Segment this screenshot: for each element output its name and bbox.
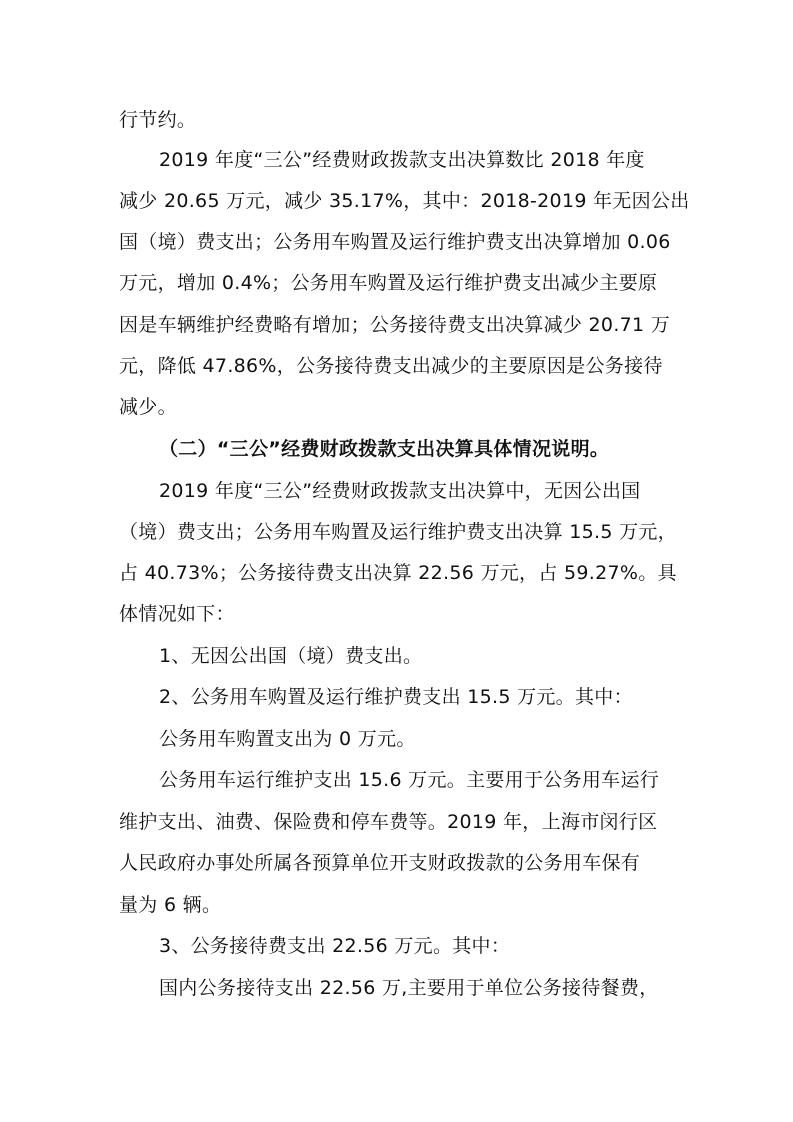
body-text-line: 减少。 bbox=[119, 396, 177, 418]
body-text-line: 公务用车购置支出为 0 万元。 bbox=[159, 728, 416, 750]
body-text-line: 人民政府办事处所属各预算单位开支财政拨款的公务用车保有 bbox=[119, 852, 641, 874]
body-text-line: 量为 6 辆。 bbox=[119, 894, 222, 916]
body-text-line: 2019 年度“三公”经费财政拨款支出决算数比 2018 年度 bbox=[159, 149, 645, 171]
section-heading: （二）“三公”经费财政拨款支出决算具体情况说明。 bbox=[159, 438, 610, 460]
list-item: 2、公务用车购置及运行维护费支出 15.5 万元。其中： bbox=[159, 686, 633, 708]
body-text-line: 体情况如下： bbox=[119, 603, 235, 625]
body-text-line: 减少 20.65 万元，减少 35.17%，其中：2018-2019 年无因公出 bbox=[119, 190, 690, 212]
body-text-line: 维护支出、油费、保险费和停车费等。2019 年，上海市闵行区 bbox=[119, 811, 658, 833]
body-text-line: 万元，增加 0.4%；公务用车购置及运行维护费支出减少主要原 bbox=[119, 272, 658, 294]
body-text-line: 因是车辆维护经费略有增加；公务接待费支出决算减少 20.71 万 bbox=[119, 314, 671, 336]
list-item: 3、公务接待费支出 22.56 万元。其中： bbox=[159, 935, 511, 957]
list-item: 1、无因公出国（境）费支出。 bbox=[159, 645, 423, 667]
body-text-line: 行节约。 bbox=[119, 109, 197, 131]
body-text-line: 公务用车运行维护支出 15.6 万元。主要用于公务用车运行 bbox=[159, 769, 660, 791]
body-text-line: 国（境）费支出；公务用车购置及运行维护费支出决算增加 0.06 bbox=[119, 231, 671, 253]
body-text-line: 2019 年度“三公”经费财政拨款支出决算中，无因公出国 bbox=[159, 480, 641, 502]
body-text-line: 元，降低 47.86%，公务接待费支出减少的主要原因是公务接待 bbox=[119, 355, 663, 377]
body-text-line: 国内公务接待支出 22.56 万,主要用于单位公务接待餐费， bbox=[159, 977, 659, 999]
body-text-line: 占 40.73%；公务接待费支出决算 22.56 万元，占 59.27%。具 bbox=[119, 562, 677, 584]
body-text-line: （境）费支出；公务用车购置及运行维护费支出决算 15.5 万元， bbox=[119, 521, 677, 543]
